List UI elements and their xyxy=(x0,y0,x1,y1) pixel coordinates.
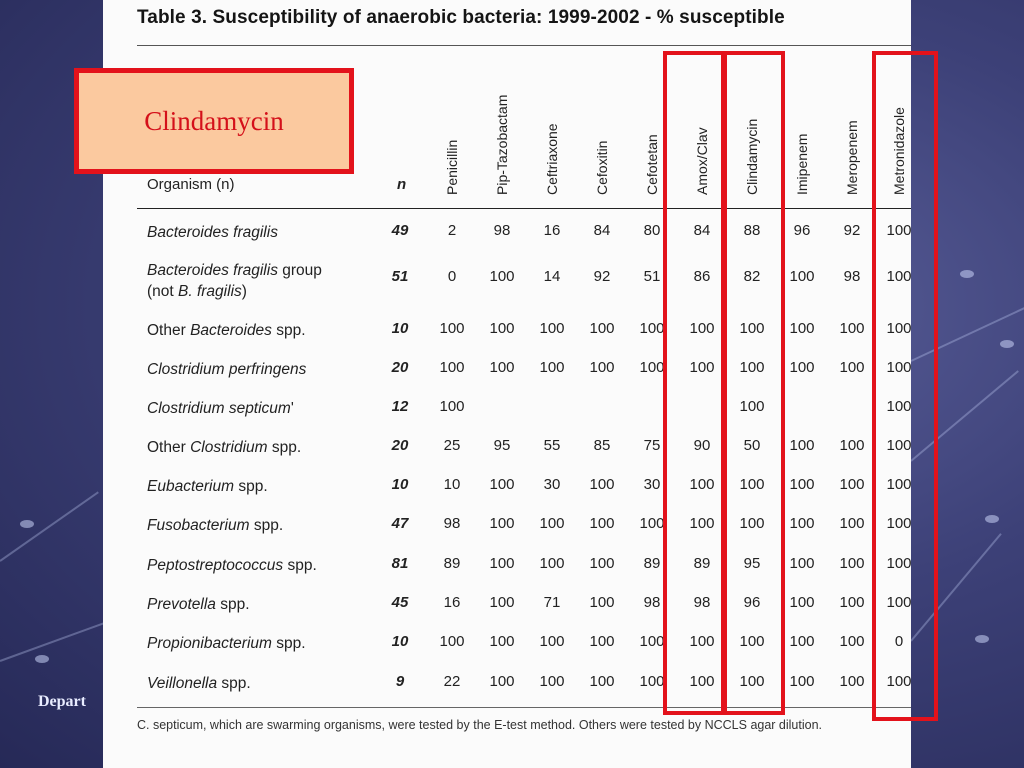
susceptibility-cell: 100 xyxy=(789,555,815,572)
susceptibility-cell: 100 xyxy=(739,515,765,532)
organism-count: 20 xyxy=(391,437,409,454)
susceptibility-cell: 98 xyxy=(843,268,861,285)
column-header-meropenem: Meropenem xyxy=(844,120,860,195)
organism-name: Fusobacterium spp. xyxy=(147,517,284,534)
susceptibility-cell: 92 xyxy=(843,222,861,239)
susceptibility-cell: 90 xyxy=(693,437,711,454)
susceptibility-cell: 100 xyxy=(539,320,565,337)
department-label: Depart xyxy=(38,693,86,710)
organism-name: Clostridium perfringens xyxy=(147,361,307,378)
susceptibility-cell: 100 xyxy=(886,673,912,690)
susceptibility-cell: 100 xyxy=(639,633,665,650)
organism-name: Propionibacterium spp. xyxy=(147,635,306,652)
susceptibility-cell: 100 xyxy=(789,673,815,690)
susceptibility-cell: 100 xyxy=(689,320,715,337)
susceptibility-cell: 84 xyxy=(593,222,611,239)
susceptibility-cell: 100 xyxy=(539,673,565,690)
susceptibility-cell: 85 xyxy=(593,437,611,454)
susceptibility-cell: 98 xyxy=(693,594,711,611)
susceptibility-cell: 100 xyxy=(739,359,765,376)
susceptibility-cell: 0 xyxy=(894,633,904,650)
organism-name: Bacteroides fragilis group (not B. fragilis) xyxy=(147,262,322,300)
susceptibility-cell: 10 xyxy=(443,476,461,493)
susceptibility-cell: 30 xyxy=(643,476,661,493)
organism-count: 12 xyxy=(391,398,409,415)
susceptibility-cell: 100 xyxy=(839,633,865,650)
susceptibility-cell: 100 xyxy=(789,594,815,611)
susceptibility-cell: 100 xyxy=(689,633,715,650)
susceptibility-cell: 100 xyxy=(739,673,765,690)
susceptibility-cell: 100 xyxy=(739,398,765,415)
susceptibility-cell: 100 xyxy=(789,320,815,337)
organism-name: Other Clostridium spp. xyxy=(147,439,302,456)
bottom-divider xyxy=(137,707,911,708)
susceptibility-cell: 82 xyxy=(743,268,761,285)
susceptibility-cell: 100 xyxy=(886,268,912,285)
header-divider xyxy=(137,208,911,209)
susceptibility-cell: 25 xyxy=(443,437,461,454)
susceptibility-cell: 50 xyxy=(743,437,761,454)
susceptibility-cell: 100 xyxy=(589,359,615,376)
organism-name: Clostridium septicum' xyxy=(147,400,294,417)
susceptibility-cell: 100 xyxy=(439,359,465,376)
susceptibility-cell: 100 xyxy=(539,359,565,376)
susceptibility-cell: 100 xyxy=(886,320,912,337)
susceptibility-cell: 71 xyxy=(543,594,561,611)
susceptibility-cell: 0 xyxy=(447,268,457,285)
susceptibility-cell: 75 xyxy=(643,437,661,454)
susceptibility-cell: 100 xyxy=(689,515,715,532)
susceptibility-cell: 100 xyxy=(589,320,615,337)
table-footnote: C. septicum, which are swarming organisms, were tested by the E-test method. Others were tested by NCCLS agar dilution. xyxy=(137,718,823,732)
susceptibility-cell: 22 xyxy=(443,673,461,690)
susceptibility-cell: 100 xyxy=(886,359,912,376)
susceptibility-cell: 100 xyxy=(839,594,865,611)
susceptibility-cell: 100 xyxy=(489,268,515,285)
susceptibility-cell: 100 xyxy=(886,437,912,454)
susceptibility-cell: 98 xyxy=(493,222,511,239)
susceptibility-cell: 98 xyxy=(443,515,461,532)
organism-count: 51 xyxy=(391,268,409,285)
susceptibility-cell: 16 xyxy=(543,222,561,239)
susceptibility-cell: 100 xyxy=(839,476,865,493)
susceptibility-cell: 100 xyxy=(886,476,912,493)
susceptibility-cell: 100 xyxy=(539,515,565,532)
column-header-ceftriaxone: Ceftriaxone xyxy=(544,123,560,195)
column-header-clindamycin: Clindamycin xyxy=(744,118,760,195)
susceptibility-cell: 100 xyxy=(489,594,515,611)
column-header-cefoxitin: Cefoxitin xyxy=(594,140,610,195)
table-title: Table 3. Susceptibility of anaerobic bacteria: 1999-2002 - % susceptible xyxy=(137,7,785,28)
susceptibility-cell: 92 xyxy=(593,268,611,285)
susceptibility-cell: 100 xyxy=(439,398,465,415)
susceptibility-cell: 84 xyxy=(693,222,711,239)
susceptibility-cell: 100 xyxy=(689,476,715,493)
susceptibility-cell: 100 xyxy=(639,515,665,532)
column-header-metronidazole: Metronidazole xyxy=(891,107,907,195)
susceptibility-cell: 100 xyxy=(689,673,715,690)
susceptibility-cell: 100 xyxy=(489,320,515,337)
susceptibility-cell: 89 xyxy=(693,555,711,572)
n-column-header: n xyxy=(397,176,407,193)
susceptibility-cell: 100 xyxy=(589,476,615,493)
susceptibility-cell: 100 xyxy=(489,673,515,690)
metronidazole-highlight xyxy=(872,51,938,721)
susceptibility-cell: 100 xyxy=(789,476,815,493)
susceptibility-cell: 100 xyxy=(789,268,815,285)
susceptibility-cell: 96 xyxy=(743,594,761,611)
organism-name: Other Bacteroides spp. xyxy=(147,322,306,339)
amox-clav-highlight xyxy=(663,51,725,715)
susceptibility-cell: 100 xyxy=(839,359,865,376)
susceptibility-cell: 100 xyxy=(639,359,665,376)
susceptibility-cell: 100 xyxy=(789,633,815,650)
susceptibility-cell: 100 xyxy=(689,359,715,376)
susceptibility-cell: 96 xyxy=(793,222,811,239)
susceptibility-cell: 100 xyxy=(789,359,815,376)
susceptibility-cell: 100 xyxy=(589,555,615,572)
susceptibility-cell: 100 xyxy=(839,515,865,532)
susceptibility-cell: 100 xyxy=(539,633,565,650)
susceptibility-cell: 95 xyxy=(493,437,511,454)
clindamycin-callout: Clindamycin xyxy=(74,68,354,174)
susceptibility-cell: 100 xyxy=(639,320,665,337)
susceptibility-cell: 100 xyxy=(739,476,765,493)
susceptibility-cell: 100 xyxy=(589,673,615,690)
organism-name: Veillonella spp. xyxy=(147,675,251,692)
susceptibility-cell: 80 xyxy=(643,222,661,239)
organism-column-header: Organism (n) xyxy=(147,176,235,193)
susceptibility-cell: 100 xyxy=(489,476,515,493)
susceptibility-cell: 100 xyxy=(839,320,865,337)
column-header-imipenem: Imipenem xyxy=(794,133,810,195)
susceptibility-cell: 14 xyxy=(543,268,561,285)
susceptibility-cell: 100 xyxy=(789,437,815,454)
column-header-penicillin: Penicillin xyxy=(444,139,460,195)
organism-count: 81 xyxy=(391,555,409,572)
column-header-amox-clav: Amox/Clav xyxy=(694,127,710,195)
column-header-pip-tazobactam: Pip-Tazobactam xyxy=(494,94,510,195)
susceptibility-cell: 98 xyxy=(643,594,661,611)
susceptibility-cell: 100 xyxy=(886,222,912,239)
susceptibility-cell: 100 xyxy=(489,359,515,376)
susceptibility-cell: 100 xyxy=(439,320,465,337)
organism-name: Bacteroides fragilis xyxy=(147,224,278,241)
susceptibility-cell: 100 xyxy=(839,555,865,572)
susceptibility-cell: 100 xyxy=(886,398,912,415)
susceptibility-cell: 100 xyxy=(739,633,765,650)
susceptibility-cell: 30 xyxy=(543,476,561,493)
susceptibility-cell: 95 xyxy=(743,555,761,572)
susceptibility-cell: 100 xyxy=(839,437,865,454)
susceptibility-cell: 89 xyxy=(443,555,461,572)
organism-count: 49 xyxy=(391,222,409,239)
susceptibility-cell: 55 xyxy=(543,437,561,454)
susceptibility-cell: 100 xyxy=(739,320,765,337)
organism-name: Peptostreptococcus spp. xyxy=(147,557,317,574)
susceptibility-cell: 100 xyxy=(789,515,815,532)
susceptibility-cell: 51 xyxy=(643,268,661,285)
column-header-cefotetan: Cefotetan xyxy=(644,134,660,195)
susceptibility-cell: 2 xyxy=(447,222,457,239)
title-divider xyxy=(137,45,911,46)
susceptibility-cell: 100 xyxy=(589,594,615,611)
organism-name: Prevotella spp. xyxy=(147,596,250,613)
susceptibility-cell: 100 xyxy=(439,633,465,650)
susceptibility-cell: 88 xyxy=(743,222,761,239)
susceptibility-cell: 100 xyxy=(489,555,515,572)
susceptibility-cell: 100 xyxy=(639,673,665,690)
organism-count: 20 xyxy=(391,359,409,376)
susceptibility-cell: 16 xyxy=(443,594,461,611)
organism-name: Eubacterium spp. xyxy=(147,478,268,495)
organism-count: 10 xyxy=(391,633,409,650)
susceptibility-cell: 100 xyxy=(839,673,865,690)
susceptibility-cell: 100 xyxy=(489,633,515,650)
susceptibility-cell: 100 xyxy=(489,515,515,532)
organism-count: 9 xyxy=(395,673,405,690)
organism-count: 45 xyxy=(391,594,409,611)
susceptibility-cell: 86 xyxy=(693,268,711,285)
susceptibility-cell: 100 xyxy=(886,555,912,572)
organism-count: 10 xyxy=(391,320,409,337)
organism-count: 10 xyxy=(391,476,409,493)
susceptibility-cell: 100 xyxy=(539,555,565,572)
susceptibility-cell: 100 xyxy=(886,594,912,611)
susceptibility-cell: 100 xyxy=(589,515,615,532)
susceptibility-cell: 100 xyxy=(886,515,912,532)
clindamycin-highlight xyxy=(723,51,785,715)
susceptibility-cell: 89 xyxy=(643,555,661,572)
organism-count: 47 xyxy=(391,515,409,532)
susceptibility-cell: 100 xyxy=(589,633,615,650)
